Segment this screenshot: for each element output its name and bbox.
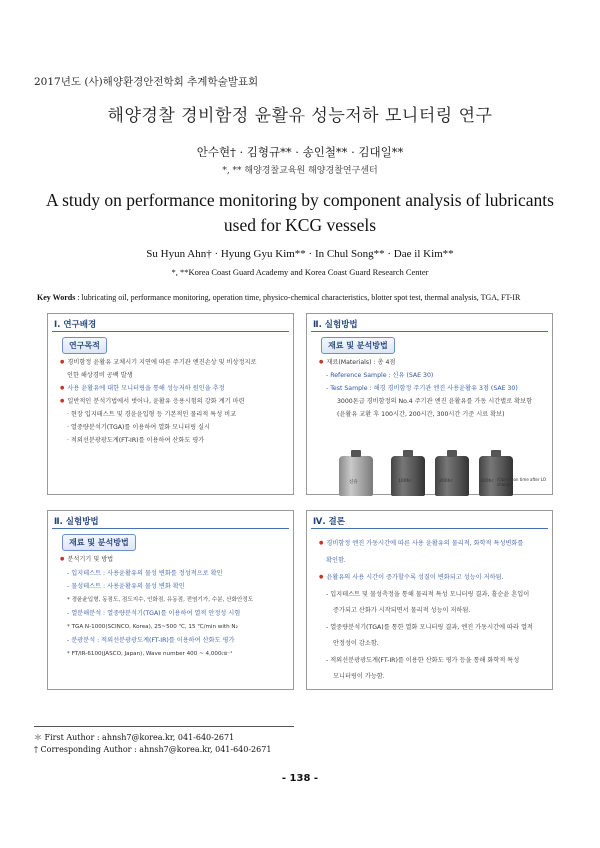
panel-method-materials-title: Ⅱ. 실험방법 <box>313 320 358 330</box>
authors-english: Su Hyun Ahn† · Hyung Gyu Kim** · In Chul Song** · Dae il Kim** <box>146 248 454 260</box>
text-line: 증가되고 산화가 시작되면서 물리적 성능이 저하됨. <box>333 607 471 614</box>
panel-background <box>47 313 294 495</box>
caption-100hr: 100hr <box>398 479 412 484</box>
text-line: * 경윤윤입형, 동점도, 점도지수, 인화점, 유동점, 전염기가, 수분, 산화안정도 <box>67 596 254 603</box>
panel-background-body <box>60 356 256 447</box>
footnote-rule <box>34 726 294 727</box>
title-english <box>40 188 560 238</box>
text-line: - 적외선분광광도계(FT-IR)를 이용한 산화도 평가 등을 통해 화학적 특성 <box>326 656 520 664</box>
text-line: * TGA N-1000(SCINCO, Korea), 25~500 ℃, 15 ℃/min with N₂ <box>67 623 238 630</box>
text-line: - 분광분석 : 적외선분광광도계(FT-IR)를 이용하여 산화도 평가 <box>67 637 235 644</box>
text-line: · 현장 입지테스트 및 경윤윤입형 등 기본적인 물리적 특성 비교 <box>67 411 237 418</box>
conference-header: 2017년도 (사)해양환경안전학회 추계학술발표회 <box>34 76 259 88</box>
caption-operation-time: (Operation time after LO change) <box>497 477 547 487</box>
caption-new-oil: 신유 <box>349 480 358 485</box>
panel-conclusion-title: Ⅳ. 결론 <box>313 517 345 527</box>
text-line: - 물성테스트 : 사용윤활유의 물성 변화 확인 <box>67 583 185 590</box>
text-line: ● 사용 윤활유에 대한 모니터링을 통해 성능저하 원인을 추정 <box>60 382 256 395</box>
text-line: - 입지테스트 : 사용윤활유의 물성 변화를 정성적으로 확인 <box>67 569 223 577</box>
keywords-label: Key Words <box>37 293 76 302</box>
panel-divider <box>52 528 289 529</box>
bottle-new-oil <box>339 456 373 496</box>
panel-divider <box>311 331 548 332</box>
text-line: - Reference Sample : 신유 (SAE 30) <box>326 372 434 379</box>
bottle-300hr <box>479 456 513 496</box>
panel-conclusion-body <box>319 535 533 686</box>
bottle-200hr <box>435 456 469 496</box>
panel-divider <box>311 528 548 529</box>
panel-background-title: Ⅰ. 연구배경 <box>54 320 97 330</box>
keywords <box>37 293 567 302</box>
affiliation-korean: *, ** 해양경찰교육원 해양경찰연구센터 <box>222 166 378 176</box>
text-line: 모니터링이 가능함. <box>333 673 385 680</box>
footnote-corresponding-author: † Corresponding Author : ahnsh7@korea.kr, 041-640-2671 <box>34 745 272 754</box>
text-line: - 열중량분석기(TGA)를 통한 열화 모니터링 결과, 엔진 가동시간에 따라 열적 <box>326 623 533 631</box>
text-line: ● 재료(Materials) : 총 4점 <box>319 356 532 369</box>
title-english-line1: A study on performance monitoring by component analysis of lubricants <box>46 190 554 210</box>
text-line: ● 경비함정 엔진 가동시간에 따른 사용 윤활유의 물리적, 화학적 특성변화를 <box>319 535 533 553</box>
sample-bottles-image <box>333 452 563 496</box>
page-number: - 138 - <box>281 773 319 784</box>
text-line: ● 분석기기 및 방법 <box>60 553 253 567</box>
panel-method-analysis-body <box>60 553 253 661</box>
text-line: 확인함. <box>326 556 346 564</box>
text-line: ● 윤활유의 사용 시간이 증가할수록 성질이 변화되고 성능이 저하됨. <box>319 569 533 587</box>
text-line: - Test Sample : 해경 경비함정 주기관 엔진 사용윤활유 3점 (SAE 30) <box>326 385 518 392</box>
panel-method-materials-subtitle: 재료 및 분석방법 <box>321 337 395 354</box>
panel-background-subtitle: 연구목적 <box>62 337 107 354</box>
text-line: ● 일반적인 분석기법에서 벗어나, 윤활유 응용시험의 강화 계기 마련 <box>60 395 256 408</box>
caption-300hr: 300hr <box>480 479 494 484</box>
text-line: (윤활유 교환 후 100시간, 200시간, 300시간 기준 시료 확보) <box>337 411 505 418</box>
panel-method-analysis-title: Ⅱ. 실험방법 <box>54 517 99 527</box>
text-line: ● 경비함정 윤활유 교체시기 지연에 따른 주기관 엔진손상 및 비상정지로 <box>60 356 256 369</box>
text-line: 인한 해상경비 공백 발생 <box>67 372 133 379</box>
panel-method-materials-body <box>319 356 532 421</box>
panel-divider <box>52 331 289 332</box>
keywords-text: : lubricating oil, performance monitoring, operation time, physico-chemical characteristics, blotter spot test, thermal analysis, TGA, FT-IR <box>77 293 521 302</box>
bottle-100hr <box>391 456 425 496</box>
text-line: - 열분해분석 : 열중량분석기(TGA)를 이용하여 열적 안정성 시험 <box>67 610 241 617</box>
text-line: - 입지테스트 및 물성측정을 통해 물리적 특성 모니터링 결과, 흘순윤 흔입이 <box>326 590 530 598</box>
text-line: * FT/IR-6100(JASCO, Japan), Wave number 400 ~ 4,000㎝⁻¹ <box>67 650 233 657</box>
affiliation-english: *, **Korea Coast Guard Academy and Korea Coast Guard Research Center <box>171 267 429 277</box>
text-line: 3000톤급 경비함정의 No.4 주기관 엔진 윤활유를 가동 시간별로 확보함 <box>337 398 533 405</box>
title-english-line2: used for KCG vessels <box>223 215 377 235</box>
text-line: · 적외선분광광도계(FT-IR)를 이용하여 산화도 평가 <box>67 437 205 444</box>
panel-conclusion <box>306 510 553 690</box>
panel-method-analysis-subtitle: 재료 및 분석방법 <box>62 534 136 551</box>
text-line: 안정성이 감소함. <box>333 640 379 647</box>
title-korean: 해양경찰 경비함정 윤활유 성능저하 모니터링 연구 <box>107 106 493 126</box>
text-line: · 열중량분석기(TGA)를 이용하여 열화 모니터링 실시 <box>67 424 211 431</box>
authors-korean: 안수현† · 김형규** · 송인철** · 김대일** <box>196 145 404 159</box>
panel-method-analysis <box>47 510 294 690</box>
footnote-first-author: ＊ First Author : ahnsh7@korea.kr, 041-640-2671 <box>34 733 235 742</box>
caption-200hr: 200hr <box>439 479 453 484</box>
